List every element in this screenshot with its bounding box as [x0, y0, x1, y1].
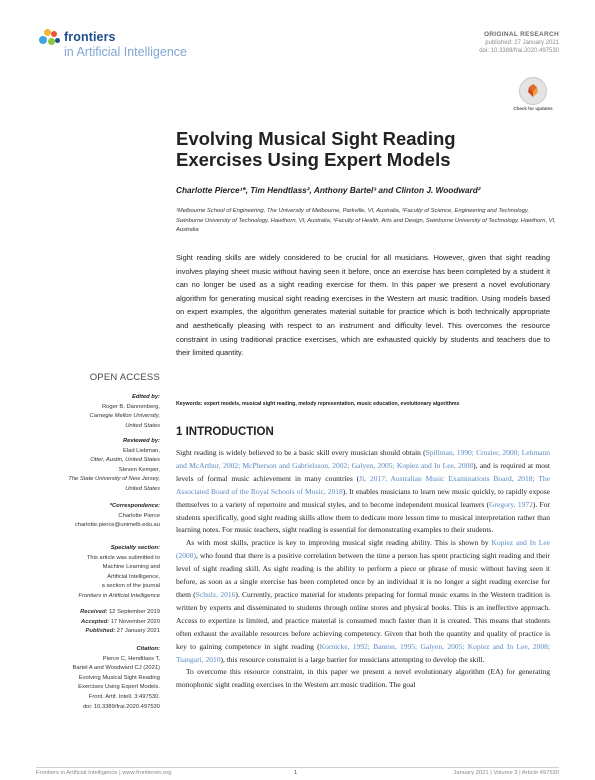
- footer-volume: January 2021 | Volume 3 | Article 497530: [453, 770, 559, 776]
- citation: [36, 645, 160, 712]
- journal-name: in Artificial Intelligence: [64, 45, 187, 59]
- article-title: Evolving Musical Sight Reading Exercises Using Expert Models: [176, 128, 456, 170]
- edited-by: [36, 393, 160, 431]
- citation-link[interactable]: Ji, 2017; Australian Music Examinations Board, 2018; The Associated Board of the Royal Schools of Music, 2018: [176, 473, 551, 496]
- published-row: [36, 627, 160, 637]
- article-type: ORIGINAL RESEARCH: [483, 31, 559, 38]
- text-run: ). For students specifically, good sight reading skills allow them to dedicate more lesson time to musical interpretation rather than learning notes. For music teachers, sight reading is essential for demonstrating examples to their students.: [176, 499, 550, 535]
- frontiers-logo-icon: [36, 27, 66, 53]
- specialty-line: Artificial Intelligence,: [107, 573, 160, 580]
- check-updates-icon[interactable]: [519, 77, 547, 105]
- accepted-date: 17 November 2020: [110, 618, 160, 625]
- text-run: ). Currently, practice material for students preparing for formal music exams in the Western tradition is written by experts and disseminated to students through online stores and physical books. This is an ineffective approach. Access to expertize is limited, and practice material is consumed much faster than it is created. This means that students often exhaust the available resources before achieving competency. Given that both the quantity and quality of practice is key to gaining competence in sight reading (: [176, 589, 550, 651]
- reviewed-by: [36, 437, 160, 495]
- abstract: Sight reading skills are widely considered to be crucial for all musicians. However, given that sight reading involves playing sheet music without having seen it before, once an exercise has been completed by a student it can no longer be used as a sight reading exercise for them. In this paper we present a novel evolutionary algorithm for generating musical sight reading exercises in the Western art music tradition. Using models based on expert examples, the algorithm generates material suitable for practice which is both technically appropriate and aesthetically pleasing with respect to an instrument and difficulty level. This overcomes the resource constraint in using traditional practice exercises, which are exhausted quickly by students and teachers due to their limited quantity.: [176, 253, 550, 358]
- published-date: published: 27 January 2021: [485, 40, 559, 46]
- editor-line: Roger B. Dannenberg,: [101, 403, 160, 410]
- published-date-side: 27 January 2021: [116, 628, 160, 635]
- paragraph: To overcome this resource constraint, in this paper we present a novel evolutionary algorithm (EA) for generating monophonic sight reading exercises in the Western art music tradition. The goal: [176, 667, 550, 690]
- reviewer-line: United States: [125, 485, 160, 492]
- footer-journal[interactable]: Frontiers in Artificial Intelligence | www.frontiersin.org: [36, 770, 172, 776]
- reviewed-by-heading: Reviewed by:: [122, 438, 160, 444]
- footer-divider: [36, 767, 559, 768]
- text-run: ). It enables musicians to learn new music quickly, to rapidly expose themselves to a variety of repertoire and musical styles, and to become independent musical learners (: [176, 486, 551, 509]
- specialty-heading: Specialty section:: [110, 545, 160, 551]
- specialty-line: Machine Learning and: [102, 564, 160, 571]
- journal-logo[interactable]: [36, 27, 246, 67]
- citation-line[interactable]: doi: 10.3389/frai.2020.497530: [82, 703, 160, 710]
- paragraph: [176, 447, 550, 537]
- body-text: [176, 447, 550, 692]
- specialty-line: Frontiers in Artificial Intelligence: [78, 592, 160, 599]
- editor-line: Carnegie Mellon University,: [89, 413, 160, 420]
- correspondence: [36, 502, 160, 531]
- text-run: ), and is required at most levels of formal music achievement in many countries (: [176, 460, 550, 483]
- citation-link[interactable]: Kopiez and In Lee (2008): [176, 538, 550, 561]
- received-label: Received:: [80, 609, 108, 615]
- dates: [36, 608, 160, 637]
- accepted-row: [36, 618, 160, 628]
- accepted-label: Accepted:: [81, 618, 110, 625]
- text-run: , who found that there is a positive correlation between the time a person has spent practicing sight reading and their level of sight reading skill. As sight reading is the ability to perform a piece or phrase of music without having seen it before, as soon as a single exercise has been completed once by an individual it is no longer a sight reading exercise for them (: [176, 551, 550, 599]
- correspondence-heading: *Correspondence:: [109, 503, 160, 509]
- section-heading: 1 INTRODUCTION: [176, 426, 274, 438]
- specialty-line: a section of the journal: [101, 583, 160, 590]
- doi-link[interactable]: doi: 10.3389/frai.2020.497530: [479, 48, 559, 54]
- brand-name: frontiers: [64, 30, 116, 44]
- received-row: [36, 608, 160, 618]
- citation-line: Pierce C, Hendtlass T,: [102, 655, 160, 662]
- text-run: As with most skills, practice is key to improving musical sight reading ability. This is shown by: [186, 538, 492, 548]
- edited-by-heading: Edited by:: [131, 394, 160, 400]
- article-meta: [479, 31, 559, 55]
- page-number: 1: [294, 770, 298, 776]
- author-list: Charlotte Pierce¹*, Tim Hendtlass², Anthony Bartel³ and Clinton J. Woodward²: [176, 185, 481, 195]
- reviewer-line: The State University of New Jersey,: [68, 476, 160, 483]
- citation-link[interactable]: Gregory, 1972: [489, 499, 533, 509]
- reviewer-line: Steven Kemper,: [118, 466, 160, 473]
- citation-link[interactable]: Spillman, 1990; Crozier, 2000; Lehmann and McArthur, 2002; McPherson and Gabrielsson, 2002; Galyen, 2005; Kopiez and In Lee, 2008: [176, 448, 550, 470]
- specialty-line: This article was submitted to: [86, 554, 160, 561]
- open-access-label: OPEN ACCESS: [89, 372, 160, 383]
- reviewer-line: Elad Liebman,: [122, 447, 160, 454]
- citation-line: Exercises Using Expert Models.: [78, 684, 160, 691]
- citation-line: Evolving Musical Sight Reading: [78, 674, 160, 681]
- citation-link[interactable]: Kornicke, 1992; Banton, 1995; Galyen, 2005; Kopiez and In Lee, 2008; Tsangari, 2010: [176, 641, 550, 664]
- received-date: 12 September 2019: [109, 609, 160, 615]
- text-run: Sight reading is widely believed to be a basic skill every musician should obtain (: [176, 448, 426, 457]
- text-run: ), this resource constraint is a large barrier for musicians attempting to develop the skill.: [220, 654, 485, 664]
- correspondence-name: Charlotte Pierce: [118, 512, 160, 519]
- citation-line: Front. Artif. Intell. 3:497530.: [88, 693, 160, 700]
- paragraph: [176, 537, 550, 666]
- keywords: Keywords: expert models, musical sight reading, melody representation, music education, evolutionary algorithms: [176, 401, 460, 407]
- published-label: Published:: [85, 628, 116, 635]
- reviewer-line: Otter, Austin, United States: [90, 457, 160, 464]
- correspondence-email[interactable]: charlotte.pierce@unimelb.edu.au: [74, 522, 160, 529]
- specialty-section: [36, 544, 160, 602]
- check-updates-label: Check for updates: [513, 106, 553, 111]
- editor-line: United States: [125, 422, 160, 429]
- citation-heading: Citation:: [136, 646, 160, 652]
- citation-link[interactable]: Schulz, 2016: [195, 589, 236, 599]
- citation-line: Bartel A and Woodward CJ (2021): [72, 665, 160, 672]
- affiliations: ¹Melbourne School of Engineering, The University of Melbourne, Parkville, VI, Australia, ²Faculty of Science, Engineering and Technology, Swinburne University of Technology, Hawthorn, VI, Australia, ³Faculty of Health, Arts and Design, Swinburne University of Technology, Hawthorn, VI, Australia: [176, 208, 556, 234]
